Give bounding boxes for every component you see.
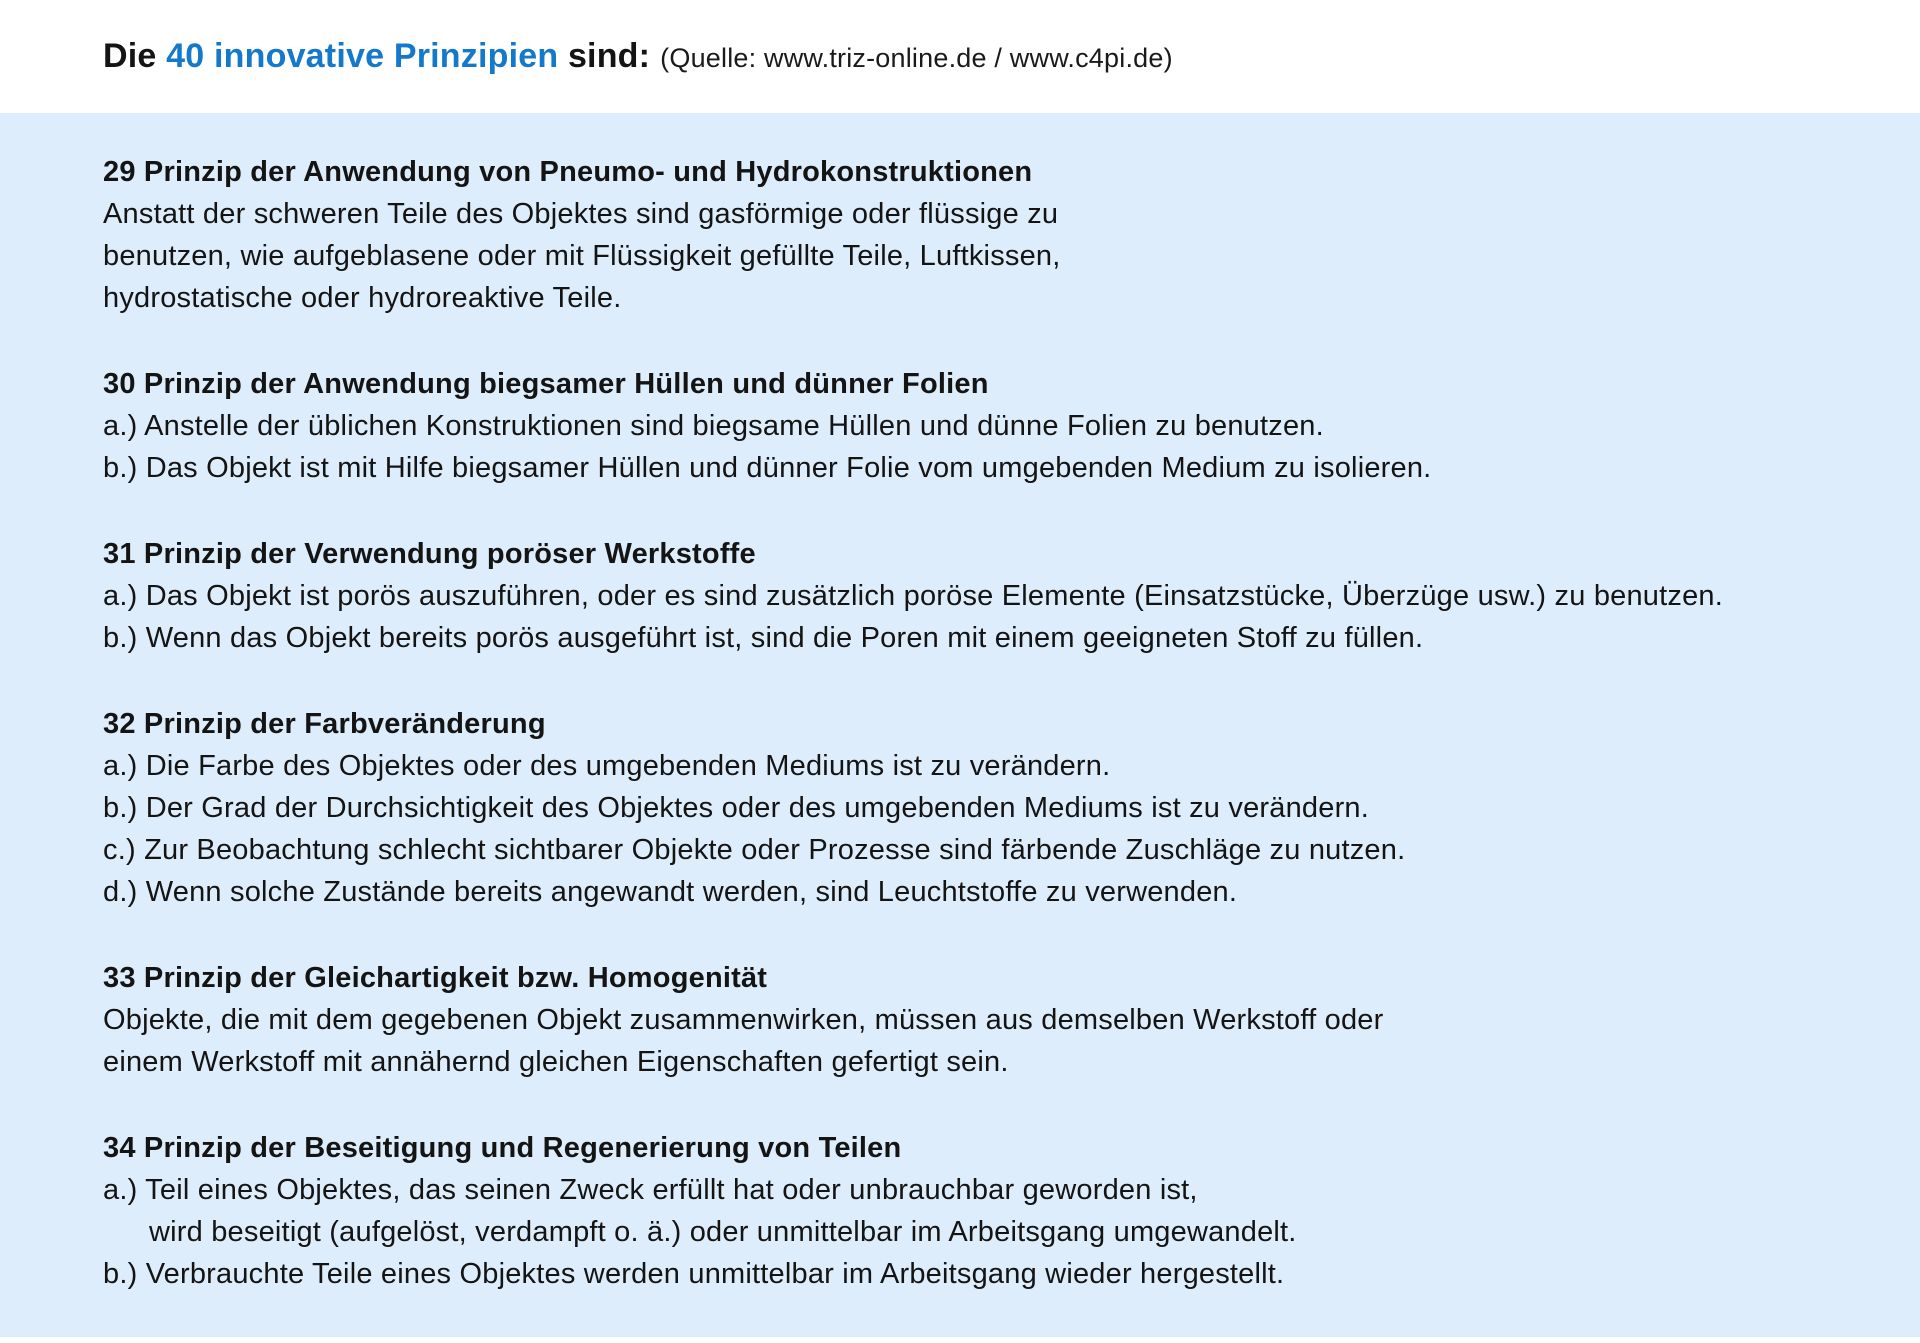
principle-32-line: c.) Zur Beobachtung schlecht sichtbarer Objekte oder Prozesse sind färbende Zuschläge zu nutzen. bbox=[103, 834, 1406, 866]
principle-34-line-indented: wird beseitigt (aufgelöst, verdampft o. ä.) oder unmittelbar im Arbeitsgang umgewandelt. bbox=[149, 1216, 1297, 1248]
section-principle-32 bbox=[103, 703, 1920, 913]
principles-content bbox=[0, 113, 1920, 1337]
principle-34-line: b.) Verbrauchte Teile eines Objektes werden unmittelbar im Arbeitsgang wieder hergestellt. bbox=[103, 1258, 1285, 1290]
principle-34-heading: 34 Prinzip der Beseitigung und Regenerierung von Teilen bbox=[103, 1132, 902, 1164]
page-header bbox=[0, 0, 1920, 113]
principle-32-line: a.) Die Farbe des Objektes oder des umgebenden Mediums ist zu verändern. bbox=[103, 750, 1111, 782]
section-principle-30 bbox=[103, 363, 1920, 489]
section-principle-31 bbox=[103, 533, 1920, 659]
principle-30-heading: 30 Prinzip der Anwendung biegsamer Hüllen und dünner Folien bbox=[103, 368, 989, 400]
title-highlight: 40 innovative Prinzipien bbox=[166, 37, 559, 75]
principle-29-line: Anstatt der schweren Teile des Objektes sind gasförmige oder flüssige zu bbox=[103, 198, 1059, 230]
section-principle-29 bbox=[103, 151, 1920, 319]
principle-29-line: benutzen, wie aufgeblasene oder mit Flüssigkeit gefüllte Teile, Luftkissen, bbox=[103, 240, 1061, 272]
principle-33-line: Objekte, die mit dem gegebenen Objekt zusammenwirken, müssen aus demselben Werkstoff oder bbox=[103, 1004, 1384, 1036]
principle-33-heading: 33 Prinzip der Gleichartigkeit bzw. Homogenität bbox=[103, 962, 768, 994]
title-suffix: sind: bbox=[558, 37, 651, 75]
principle-31-line: b.) Wenn das Objekt bereits porös ausgeführt ist, sind die Poren mit einem geeigneten Stoff zu füllen. bbox=[103, 622, 1424, 654]
principle-29-heading: 29 Prinzip der Anwendung von Pneumo- und Hydrokonstruktionen bbox=[103, 156, 1033, 188]
principle-32-line: d.) Wenn solche Zustände bereits angewandt werden, sind Leuchtstoffe zu verwenden. bbox=[103, 876, 1238, 908]
section-principle-34 bbox=[103, 1127, 1920, 1295]
principle-31-line: a.) Das Objekt ist porös auszuführen, oder es sind zusätzlich poröse Elemente (Einsatzstücke, Überzüge usw.) zu benutzen. bbox=[103, 580, 1724, 612]
principle-34-line: a.) Teil eines Objektes, das seinen Zweck erfüllt hat oder unbrauchbar geworden ist, bbox=[103, 1174, 1198, 1206]
principle-29-line: hydrostatische oder hydroreaktive Teile. bbox=[103, 282, 622, 314]
section-principle-33 bbox=[103, 957, 1920, 1083]
principle-31-heading: 31 Prinzip der Verwendung poröser Werkstoffe bbox=[103, 538, 756, 570]
principle-30-line: a.) Anstelle der üblichen Konstruktionen sind biegsame Hüllen und dünne Folien zu benutzen. bbox=[103, 410, 1324, 442]
principle-30-line: b.) Das Objekt ist mit Hilfe biegsamer Hüllen und dünner Folie vom umgebenden Medium zu isolieren. bbox=[103, 452, 1432, 484]
title-prefix: Die bbox=[103, 37, 167, 75]
principle-32-heading: 32 Prinzip der Farbveränderung bbox=[103, 708, 546, 740]
source-note: (Quelle: www.triz-online.de / www.c4pi.de) bbox=[660, 43, 1173, 73]
principle-33-line: einem Werkstoff mit annähernd gleichen Eigenschaften gefertigt sein. bbox=[103, 1046, 1009, 1078]
principle-32-line: b.) Der Grad der Durchsichtigkeit des Objektes oder des umgebenden Mediums ist zu verändern. bbox=[103, 792, 1370, 824]
page-title bbox=[103, 37, 1173, 76]
